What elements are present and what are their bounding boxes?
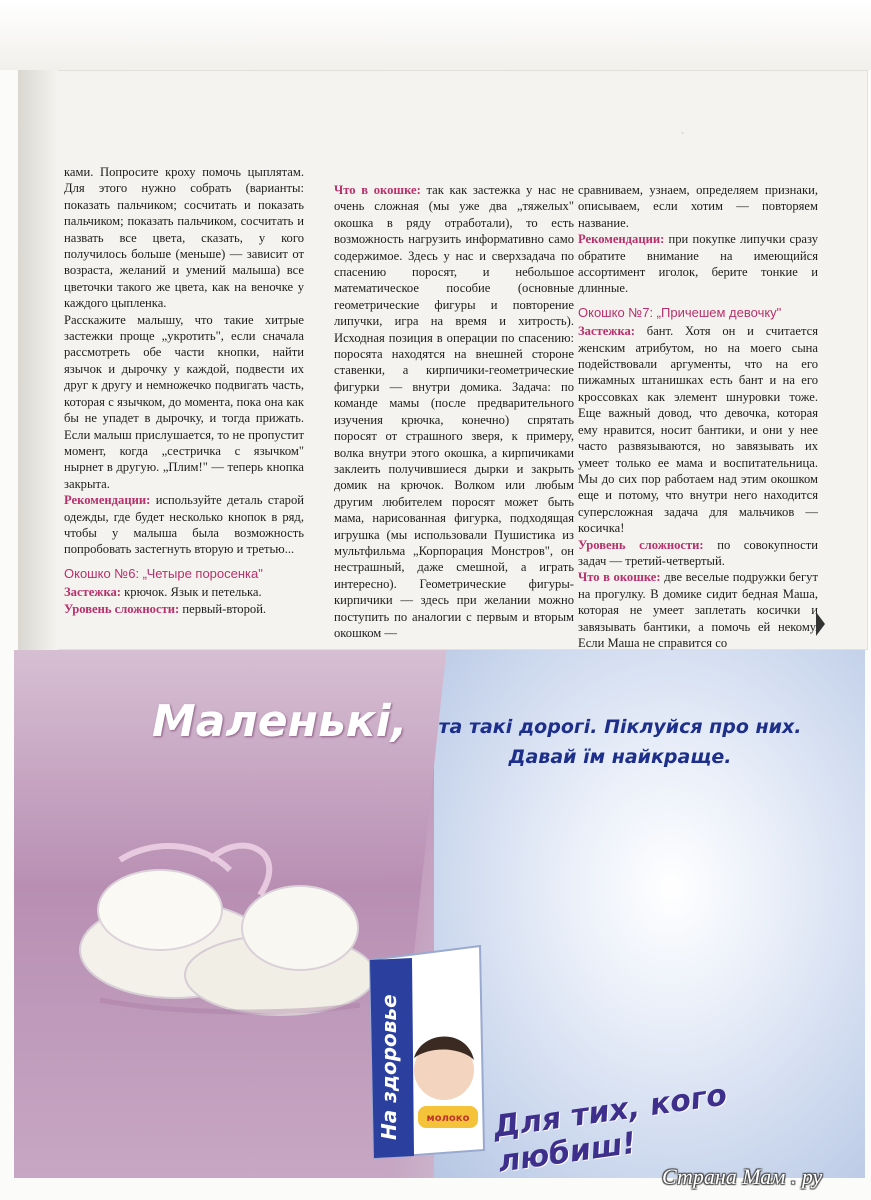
ad-subheadline-line: Давай їм найкраще. (508, 746, 732, 768)
clasp-text: крючок. Язык и петелька. (124, 585, 262, 600)
text-column-2 (334, 182, 574, 641)
text-column-1 (64, 164, 304, 617)
column1-paragraph: ками. Попросите кроху помочь цыплятам. Для этого нужно собрать (варианты: показать пальчиком; сосчитать и показать пальчиком; показать пальчиком, сосчитать и назвать все цвета, сказать, у кого получилось больше (меньше) — зависит от возраста, желаний и умений малыша) все цветочки такого же цвета, как на веночке у каждого цыпленка. (64, 165, 304, 311)
recommendation-text: используйте деталь старой одежды, где будет несколько кнопок в ряд, чтобы у малыша была возможность попробовать застегнуть вторую и третью... (64, 493, 305, 557)
faded-section-tab: · (680, 124, 686, 141)
clasp-label: Застежка: (64, 585, 121, 600)
level-text: по совокупности задач — третий-четвертый. (578, 537, 819, 568)
pack-milk-label: молоко (426, 1113, 470, 1124)
level-line (578, 537, 818, 570)
scan-margin (0, 0, 871, 70)
recommendation-label: Рекомендации: (64, 493, 151, 508)
ad-subheadline (420, 712, 820, 784)
level-line (64, 601, 304, 617)
recommendation (578, 231, 818, 297)
clasp-text: бант. Хотя он и считается женским атрибутом, но на моего сына подействовали аргументы, что на его пижамных штанишках есть бант и на его кроссовках как элемент шнуровки тоже. Еще важный довод, что девочка, которая ему нравится, носит бантики, и они у нее часто развязываются, но завязывать их умеет только ее мама и воспитательница. Мы до сих пор работаем над этим окошком еще и потому, что внутри него находится суперсложная задача для мальчиков — косичка! (578, 324, 818, 536)
continue-arrow-icon (816, 612, 825, 636)
site-watermark: Страна Мам . ру (662, 1164, 823, 1189)
level-label: Уровень сложности: (64, 601, 180, 616)
recommendation-text: при покупке липучки сразу обратите внимание на имеющийся ассортимент иголок, берите тонкие и длинные. (578, 232, 818, 296)
clasp-label: Застежка: (578, 324, 635, 339)
window-line (578, 569, 818, 651)
clasp-line (64, 584, 304, 600)
level-label: Уровень сложности: (578, 537, 704, 552)
window-label: Что в окошке: (578, 570, 661, 585)
window-text: так как застежка у нас не очень сложная (мы уже два „тяжелых" окошка в ряду отработали), то есть возможность нагрузить информативно само содержимое. Здесь у нас и сверхзадача по спасению поросят, и небольшое математическое пособие (основные геометрические фигуры и повторение липучки, игра на время и хитрость). Исходная позиция в операции по спасению: поросята находятся на внешней стороне ставенки, а кирпичики-геометрические фигурки — внутри домика. Задача: по команде мамы (после предварительного изучения крючка, конечно) спрятать поросят от страшного зверя, к примеру, волка внутри этого окошка, а кирпичиками заклеить получившиеся дырки и закрыть домик на крючок. Волком или любым другим любителем поросят может быть мама, нарисованная фигурка, подходящая игрушка (мы использовали Пушистика из мультфильма „Корпорация Монстров", он нестрашный, даже смешной, а играть интересно). Геометрические фигуры-кирпичики — здесь при желании можно поступить по аналогии с первым и вторым окошком — (334, 183, 574, 640)
section-heading: Окошко №6: „Четыре поросенка" (64, 565, 263, 581)
clasp-line (578, 323, 818, 536)
ad-tagline: Для тих, кого любиш! (491, 1077, 729, 1180)
level-text: первый-второй. (182, 601, 267, 616)
column3-intro: сравниваем, узнаем, определяем признаки, описываем, если хотим — повторяем название. (578, 183, 818, 230)
text-column-3 (578, 182, 818, 651)
window-text: две веселые подружки бегут на прогулку. В домике сидит бедная Маша, которая не умеет заплетать косички и завязывать бантики, а помочь ей некому. Если Маша не справится со (578, 570, 818, 650)
window-line (334, 182, 574, 641)
ad-headline: Маленькі, (152, 696, 408, 747)
window-label: Что в окошке: (334, 183, 421, 197)
column1-paragraph: Расскажите малышу, что такие хитрые застежки проще „укротить", если сначала рассмотреть обе части кнопки, найти язычок и дырочку у каждой, подвести их друг к другу и немножечко подвигать часть, которая с язычком, до момента, пока она как бы не упадет в дырочку, и тогда прижать. Если малыш прислушается, то не пропустит момент, когда „сестричка с язычком" нырнет в другую. „Плим!" — теперь кнопка закрыта. (64, 312, 304, 491)
recommendation (64, 492, 304, 558)
page-fold-shadow (18, 70, 58, 650)
ad-subheadline-line: та такі дорогі. Піклуйся про них. (438, 716, 802, 738)
recommendation-label: Рекомендации: (578, 232, 665, 247)
baby-booties-image (60, 800, 390, 1020)
section-heading: Окошко №7: „Причешем девочку" (578, 304, 782, 320)
brand-name: На здоровье (377, 994, 401, 1140)
milk-pack-image (352, 940, 492, 1160)
